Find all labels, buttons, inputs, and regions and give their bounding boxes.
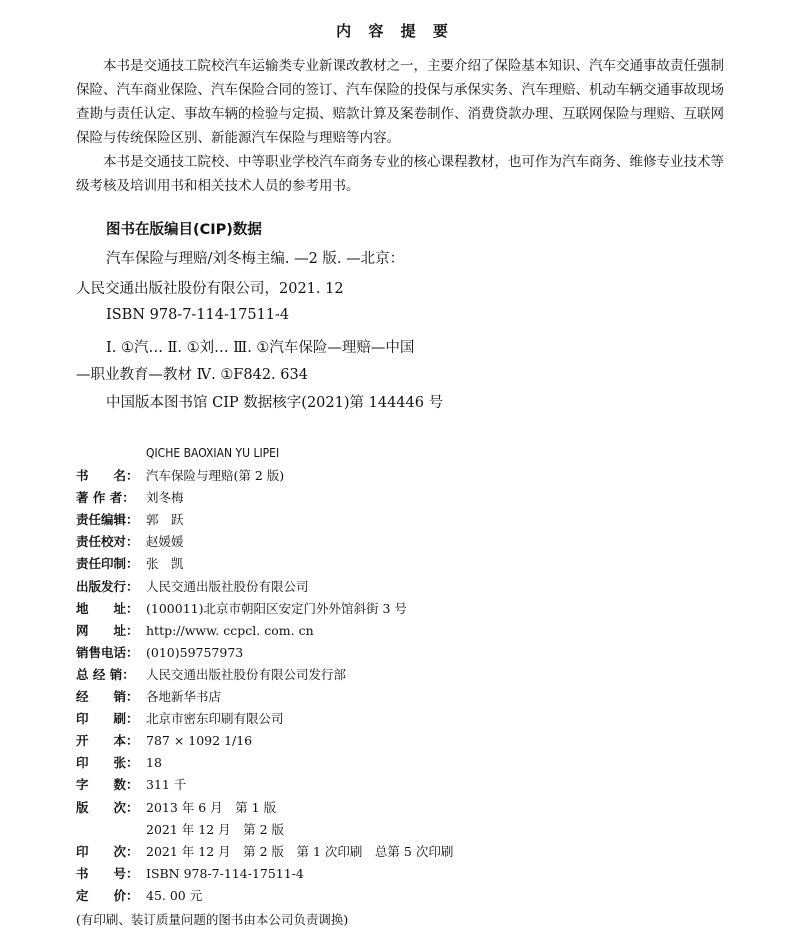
info-label: 责任校对： <box>76 534 139 550</box>
info-value: 311 千 <box>146 777 187 793</box>
cip-line: 汽车保险与理赔/刘冬梅主编. —2 版. —北京： <box>106 251 405 267</box>
info-label: 著 作 者： <box>76 490 135 506</box>
info-label: 印 刷： <box>76 711 139 727</box>
info-label: 销售电话： <box>76 644 139 660</box>
info-value: http://www. ccpcl. com. cn <box>146 622 314 638</box>
info-label: 书 名： <box>76 468 139 483</box>
info-label: 经 销： <box>76 689 139 704</box>
summary-paragraph: 本书是交通技工院校汽车运输类专业新课改教材之一，主要介绍了保险基本知识、汽车交通事故责任强制保险、汽车商业保险、汽车保险合同的签订、汽车保险的投保与承保实务、汽车理赔、机动车辆交通事故现场查勘与责任认定、事故车辆的检验与定损、赔款计算及案卷制作、消费贷款办理、互联网保险与理赔、互联网保险与传统保险区别、新能源汽车保险与理赔等内容。 <box>76 58 724 146</box>
info-label: 开 本： <box>76 733 139 749</box>
info-label: 责任印制： <box>76 556 139 572</box>
info-value: 18 <box>146 755 162 771</box>
info-label: 字 数： <box>76 777 139 793</box>
cip-line: 中国版本图书馆 CIP 数据核字(2021)第 144446 号 <box>106 395 444 411</box>
info-label: 责任编辑： <box>76 512 139 528</box>
cip-line: Ⅰ. ①汽… Ⅱ. ①刘… Ⅲ. ①汽车保险—理赔—中国 <box>106 340 415 356</box>
info-value: 各地新华书店 <box>146 689 222 704</box>
info-value: ISBN 978-7-114-17511-4 <box>146 865 304 881</box>
info-label: 网 址： <box>76 622 139 638</box>
cip-line: ISBN 978-7-114-17511-4 <box>106 307 290 323</box>
cip-line: 人民交通出版社股份有限公司，2021. 12 <box>76 281 344 297</box>
summary-paragraph: 本书是交通技工院校、中等职业学校汽车商务专业的核心课程教材，也可作为汽车商务、维修专业技术等级考核及培训用书和相关技术人员的参考用书。 <box>76 154 724 194</box>
quality-note: (有印刷、装订质量问题的图书由本公司负责调换) <box>76 912 349 927</box>
info-value: 刘冬梅 <box>146 490 184 506</box>
info-label: 总 经 销： <box>76 666 135 682</box>
info-value: 45. 00 元 <box>146 887 203 903</box>
info-label: 印 次： <box>76 843 139 859</box>
summary-text <box>76 54 724 198</box>
info-value: 郭 跃 <box>146 512 184 528</box>
info-value: 2013 年 6 月 第 1 版 <box>146 799 277 815</box>
info-value: (100011)北京市朝阳区安定门外外馆斜街 3 号 <box>146 600 407 616</box>
info-value: 汽车保险与理赔(第 2 版) <box>146 468 285 483</box>
summary-title: 内 容 提 要 <box>336 22 454 40</box>
info-label: 地 址： <box>76 600 139 616</box>
info-label: 版 次： <box>76 799 139 815</box>
info-label: 出版发行： <box>76 578 139 594</box>
info-label: 定 价： <box>76 887 139 903</box>
info-value: 张 凯 <box>146 556 184 572</box>
pinyin-title: QICHE BAOXIAN YU LIPEI <box>146 446 280 460</box>
info-value: 2021 年 12 月 第 2 版 <box>146 821 285 837</box>
info-value: 赵媛媛 <box>146 534 184 550</box>
info-label: 印 张： <box>76 755 139 771</box>
info-value: 人民交通出版社股份有限公司 <box>146 578 309 594</box>
cip-heading: 图书在版编目(CIP)数据 <box>106 222 262 238</box>
info-value: (010)59757973 <box>146 644 244 660</box>
cip-line: —职业教育—教材 Ⅳ. ①F842. 634 <box>76 367 308 383</box>
info-value: 787 × 1092 1/16 <box>146 733 253 749</box>
info-label: 书 号： <box>76 865 139 881</box>
info-value: 2021 年 12 月 第 2 版 第 1 次印刷 总第 5 次印刷 <box>146 843 454 859</box>
info-value: 北京市密东印刷有限公司 <box>146 711 284 727</box>
info-value: 人民交通出版社股份有限公司发行部 <box>146 666 347 682</box>
